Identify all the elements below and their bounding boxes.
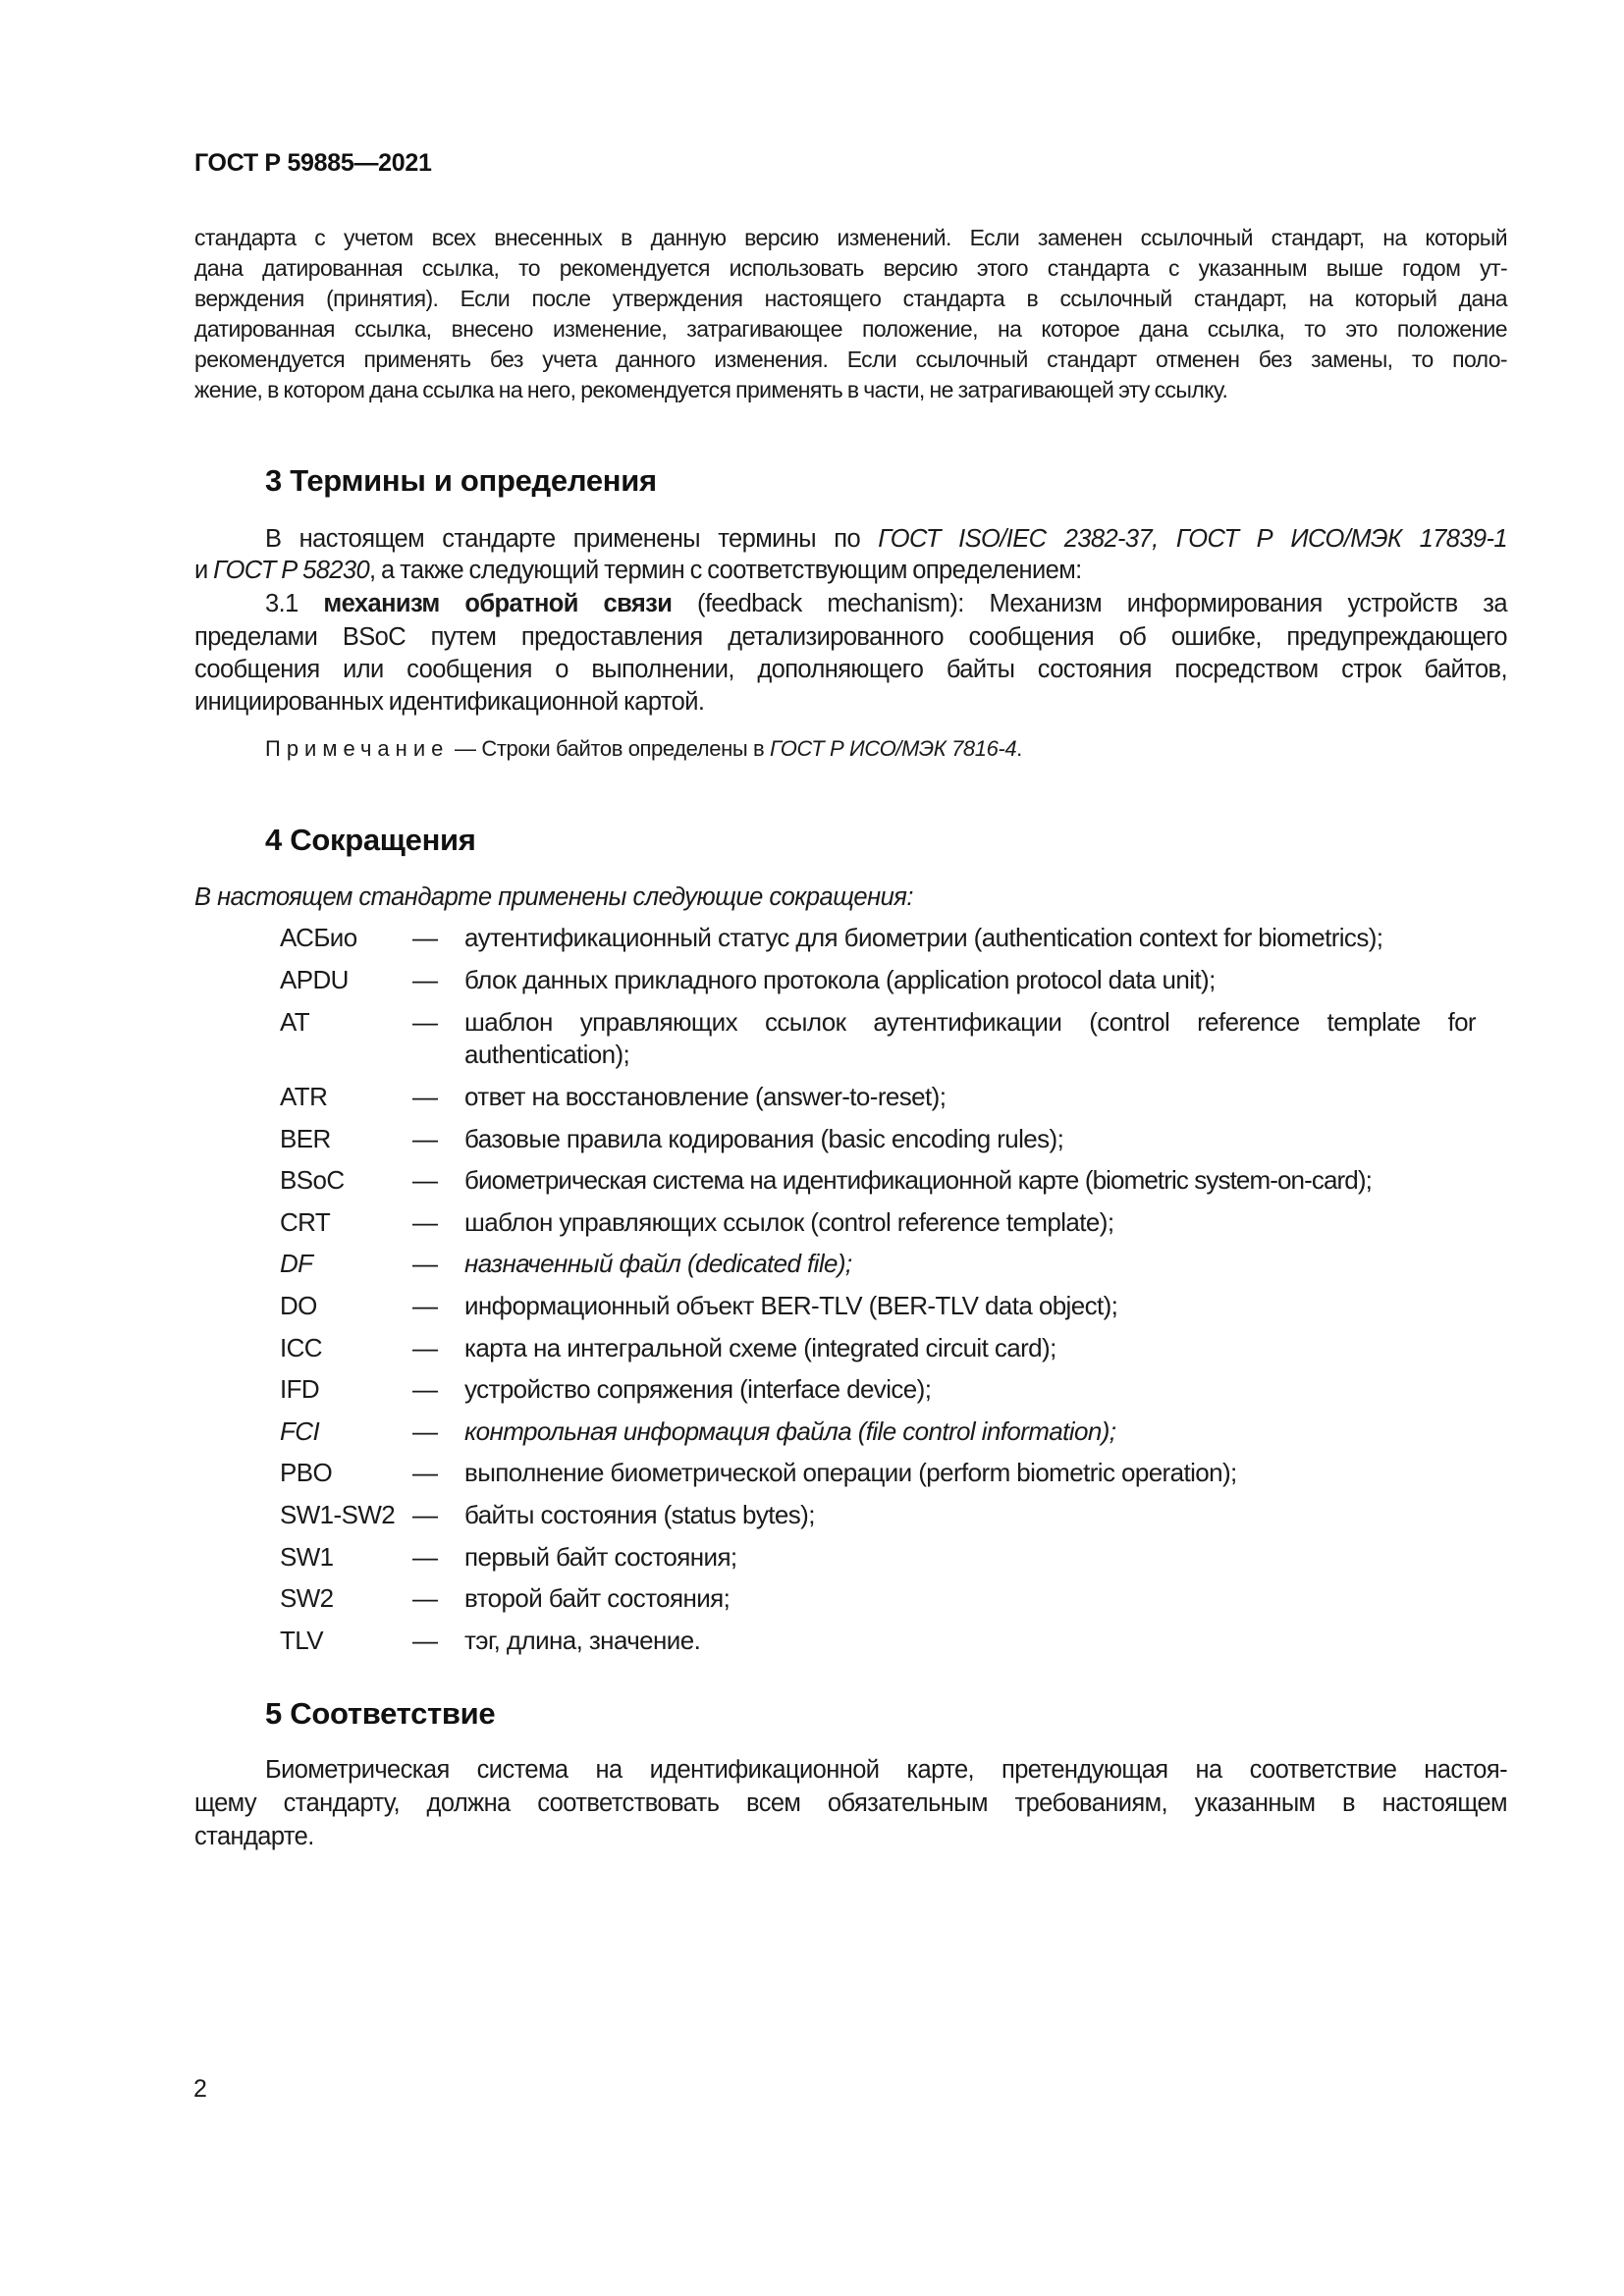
page-number: 2 <box>193 2075 207 2103</box>
abbreviation-description: выполнение биометрической операции (perform biometric operation); <box>464 1458 1237 1487</box>
abbreviations-intro: В настоящем стандарте применены следующие сокращения: <box>194 883 914 911</box>
paragraph-line: стандарте. <box>194 1823 314 1850</box>
abbreviation-item <box>194 1542 1507 1583</box>
abbreviation-description: карта на интегральной схеме (integrated circuit card); <box>464 1333 1056 1362</box>
abbreviation: SW1 <box>280 1542 334 1572</box>
note-text: — Строки байтов определены в <box>449 736 770 761</box>
paragraph-line: датированная ссылка, внесено изменение, затрагивающее положение, на которое дана ссылка, то это положение <box>194 316 1507 342</box>
dash: — <box>412 1626 438 1655</box>
abbreviation-description: аутентификационный статус для биометрии (authentication context for biometrics); <box>464 923 1383 952</box>
section-4-heading: 4 Сокращения <box>265 823 476 857</box>
abbreviation: АСБио <box>280 923 357 952</box>
abbreviation-description: базовые правила кодирования (basic encoding rules); <box>464 1124 1064 1153</box>
abbreviation: CRT <box>280 1207 331 1237</box>
abbreviation: ATR <box>280 1082 328 1111</box>
abbreviation-item <box>194 1626 1507 1667</box>
text: , а также следующий термин с соответствующим определением: <box>369 557 1082 584</box>
abbreviation-item <box>194 1333 1507 1374</box>
abbreviation-item <box>194 965 1507 1006</box>
text: В настоящем стандарте применены термины по <box>265 525 879 553</box>
term-name: механизм обратной связи <box>323 590 673 617</box>
abbreviation: BER <box>280 1124 331 1153</box>
abbreviation: PBO <box>280 1458 333 1487</box>
abbreviation-item <box>194 923 1507 964</box>
term-definition-line: пределами BSoC путем предоставления детализированного сообщения об ошибке, предупреждающего <box>194 623 1507 651</box>
dash: — <box>412 1207 438 1237</box>
paragraph-line <box>194 557 1507 585</box>
abbreviation-item <box>194 1458 1507 1499</box>
term-definition-line: сообщения или сообщения о выполнении, дополняющего байты состояния посредством строк байтов, <box>194 656 1507 683</box>
paragraph-line: верждения (принятия). Если после утверждения настоящего стандарта в ссылочный стандарт, на который дана <box>194 286 1507 311</box>
dash: — <box>412 1500 438 1529</box>
abbreviation-description: информационный объект BER-TLV (BER-TLV data object); <box>464 1291 1118 1320</box>
dash: — <box>412 1082 438 1111</box>
dash: — <box>412 1583 438 1613</box>
text: (feedback mechanism): Механизм информирования устройств за <box>672 590 1507 617</box>
abbreviation-item <box>194 1249 1507 1290</box>
section-5-body <box>194 1756 1507 1864</box>
abbreviation-description: контрольная информация файла (file control information); <box>464 1416 1116 1446</box>
abbreviations-list <box>194 923 1507 1669</box>
abbreviation-item <box>194 1124 1507 1165</box>
abbreviation: IFD <box>280 1374 320 1404</box>
text: . <box>1016 736 1022 761</box>
abbreviation-item <box>194 1291 1507 1332</box>
abbreviation-description: шаблон управляющих ссылок (control reference template); <box>464 1207 1114 1237</box>
abbreviation: DO <box>280 1291 317 1320</box>
section-3-heading: 3 Термины и определения <box>265 463 657 498</box>
abbreviation-item <box>194 1583 1507 1625</box>
abbreviation-item <box>194 1165 1507 1206</box>
dash: — <box>412 1249 438 1278</box>
abbreviation-item <box>194 1082 1507 1123</box>
abbreviation-description: тэг, длина, значение. <box>464 1626 701 1655</box>
abbreviation-item <box>194 1374 1507 1415</box>
section-5-heading: 5 Соответствие <box>265 1696 496 1731</box>
dash: — <box>412 1374 438 1404</box>
abbreviation-description: устройство сопряжения (interface device); <box>464 1374 932 1404</box>
standard-reference: ГОСТ Р 58230 <box>213 557 370 584</box>
abbreviation: APDU <box>280 965 349 994</box>
dash: — <box>412 923 438 952</box>
paragraph-line: щему стандарту, должна соответствовать всем обязательным требованиям, указанным в настоящем <box>194 1789 1507 1817</box>
dash: — <box>412 1291 438 1320</box>
abbreviation-item <box>194 1007 1507 1082</box>
abbreviation-description: блок данных прикладного протокола (application protocol data unit); <box>464 965 1216 994</box>
dash: — <box>412 1416 438 1446</box>
dash: — <box>412 1333 438 1362</box>
abbreviation: FCI <box>280 1416 320 1446</box>
term-definition-line <box>265 590 1507 618</box>
dash: — <box>412 1124 438 1153</box>
paragraph-line: рекомендуется применять без учета данного изменения. Если ссылочный стандарт отменен без замены, то поло- <box>194 347 1507 372</box>
paragraph-line: жение, в котором дана ссылка на него, рекомендуется применять в части, не затрагивающей эту ссылку. <box>194 377 1228 402</box>
abbreviation-item <box>194 1500 1507 1541</box>
dash: — <box>412 1542 438 1572</box>
standard-reference: ГОСТ Р ИСО/МЭК 7816-4 <box>769 736 1017 761</box>
dash: — <box>412 1007 438 1037</box>
text: и <box>194 557 214 584</box>
paragraph-line: стандарта с учетом всех внесенных в данную версию изменений. Если заменен ссылочный стандарт, на который <box>194 225 1507 250</box>
abbreviation-description: первый байт состояния; <box>464 1542 737 1572</box>
abbreviation-description: ответ на восстановление (answer-to-reset); <box>464 1082 947 1111</box>
term-definition-line: инициированных идентификационной картой. <box>194 688 705 716</box>
note <box>265 736 1022 762</box>
intro-paragraph <box>194 225 1507 411</box>
abbreviation: TLV <box>280 1626 323 1655</box>
paragraph-line: дана датированная ссылка, то рекомендуется использовать версию этого стандарта с указанным выше годом ут- <box>194 255 1507 281</box>
abbreviation-description: биометрическая система на идентификационной карте (biometric system-on-card); <box>464 1165 1372 1195</box>
term-number: 3.1 <box>265 590 324 617</box>
abbreviation-description: шаблон управляющих ссылок аутентификации (control reference template for <box>464 1007 1476 1037</box>
dash: — <box>412 1458 438 1487</box>
abbreviation: DF <box>280 1249 313 1278</box>
dash: — <box>412 965 438 994</box>
abbreviation: ICC <box>280 1333 322 1362</box>
standard-reference: ГОСТ ISO/IEC 2382-37, ГОСТ Р ИСО/МЭК 17839-1 <box>878 525 1507 553</box>
abbreviation: AT <box>280 1007 310 1037</box>
abbreviation: BSoC <box>280 1165 345 1195</box>
abbreviation-description: второй байт состояния; <box>464 1583 731 1613</box>
abbreviation-item <box>194 1416 1507 1458</box>
abbreviation-item <box>194 1207 1507 1249</box>
abbreviation-description: назначенный файл (dedicated file); <box>464 1249 852 1278</box>
paragraph-line: Биометрическая система на идентификационной карте, претендующая на соответствие настоя- <box>265 1756 1507 1784</box>
document-header-id: ГОСТ Р 59885—2021 <box>194 149 432 177</box>
abbreviation: SW2 <box>280 1583 334 1613</box>
abbreviation: SW1-SW2 <box>280 1500 396 1529</box>
abbreviation-description-continued: authentication); <box>464 1040 630 1069</box>
abbreviation-description: байты состояния (status bytes); <box>464 1500 815 1529</box>
note-label: Примечание <box>265 736 450 761</box>
section-3-body <box>194 525 1507 721</box>
paragraph-line <box>265 525 1507 554</box>
dash: — <box>412 1165 438 1195</box>
